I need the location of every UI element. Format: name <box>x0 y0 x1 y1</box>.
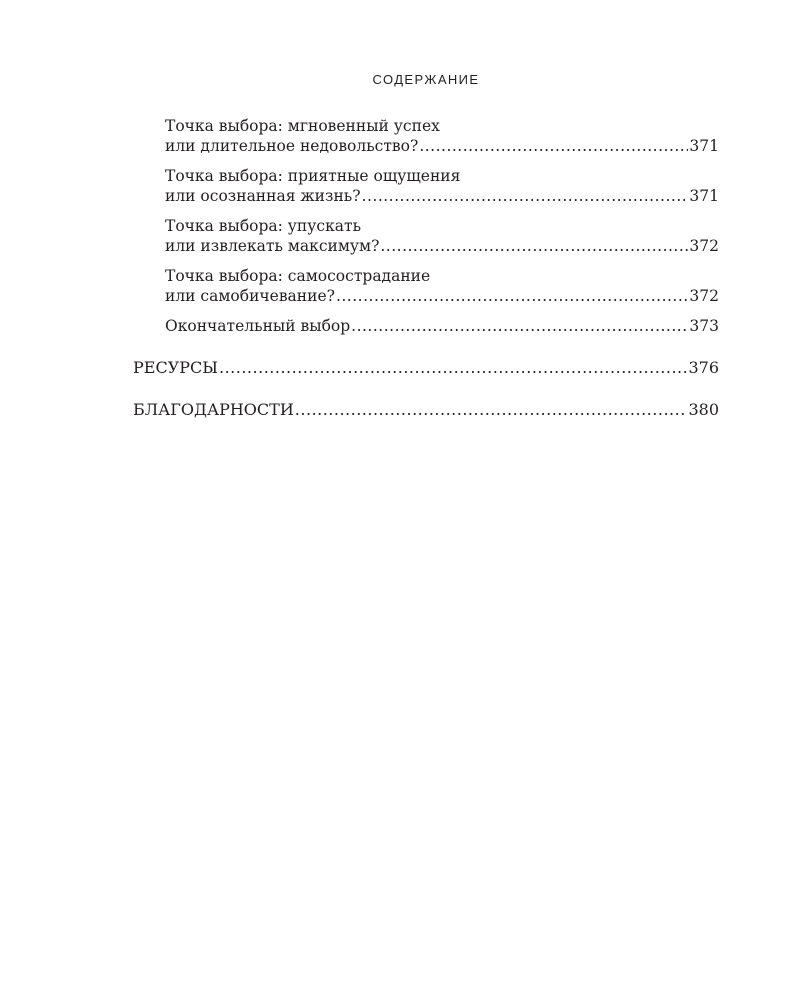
toc-entry-title-line2: или извлекать максимум? <box>165 237 380 255</box>
toc-section-resources[interactable] <box>133 358 719 378</box>
toc-entry-leader-line <box>165 316 719 336</box>
toc-entry-title: Окончательный выбор <box>165 317 351 335</box>
toc-page-number: 376 <box>688 358 719 377</box>
dot-leader <box>419 136 688 156</box>
running-head: СОДЕРЖАНИЕ <box>372 72 480 87</box>
toc-entry-title-line2: или осознанная жизнь? <box>165 187 361 205</box>
toc-entry[interactable] <box>133 316 719 336</box>
dot-leader <box>219 358 687 378</box>
toc-page-number: 373 <box>689 317 719 335</box>
toc-entry[interactable] <box>133 166 719 206</box>
toc-entry-leader-line <box>165 186 719 206</box>
dot-leader <box>362 186 689 206</box>
toc-page-number: 380 <box>688 400 719 419</box>
toc-page-number: 371 <box>689 137 719 155</box>
dot-leader <box>380 236 688 256</box>
toc-entry-title-line2: или длительное недовольство? <box>165 137 419 155</box>
toc-entry-title-line1: Точка выбора: приятные ощущения <box>165 167 461 185</box>
toc-section-leader-line <box>133 358 719 378</box>
toc-entry-title-line1: Точка выбора: самосострадание <box>165 267 431 285</box>
dot-leader <box>351 316 688 336</box>
toc-page-number: 372 <box>689 287 719 305</box>
table-of-contents <box>133 116 719 420</box>
dot-leader <box>336 286 688 306</box>
toc-entry-leader-line <box>165 286 719 306</box>
toc-entry-leader-line <box>165 136 719 156</box>
toc-entry[interactable] <box>133 266 719 306</box>
toc-section-title: БЛАГОДАРНОСТИ <box>133 400 294 419</box>
toc-entry-leader-line <box>165 236 719 256</box>
toc-page-number: 372 <box>689 237 719 255</box>
toc-section-title: РЕСУРСЫ <box>133 358 218 377</box>
toc-section-acknowledgements[interactable] <box>133 400 719 420</box>
toc-page-number: 371 <box>689 187 719 205</box>
toc-entry-title-line1: Точка выбора: упускать <box>165 217 362 235</box>
toc-entry-title-line2: или самобичевание? <box>165 287 335 305</box>
toc-section-leader-line <box>133 400 719 420</box>
toc-entry[interactable] <box>133 216 719 256</box>
toc-entry[interactable] <box>133 116 719 156</box>
dot-leader <box>295 400 688 420</box>
toc-entry-title-line1: Точка выбора: мгновенный успех <box>165 117 440 135</box>
